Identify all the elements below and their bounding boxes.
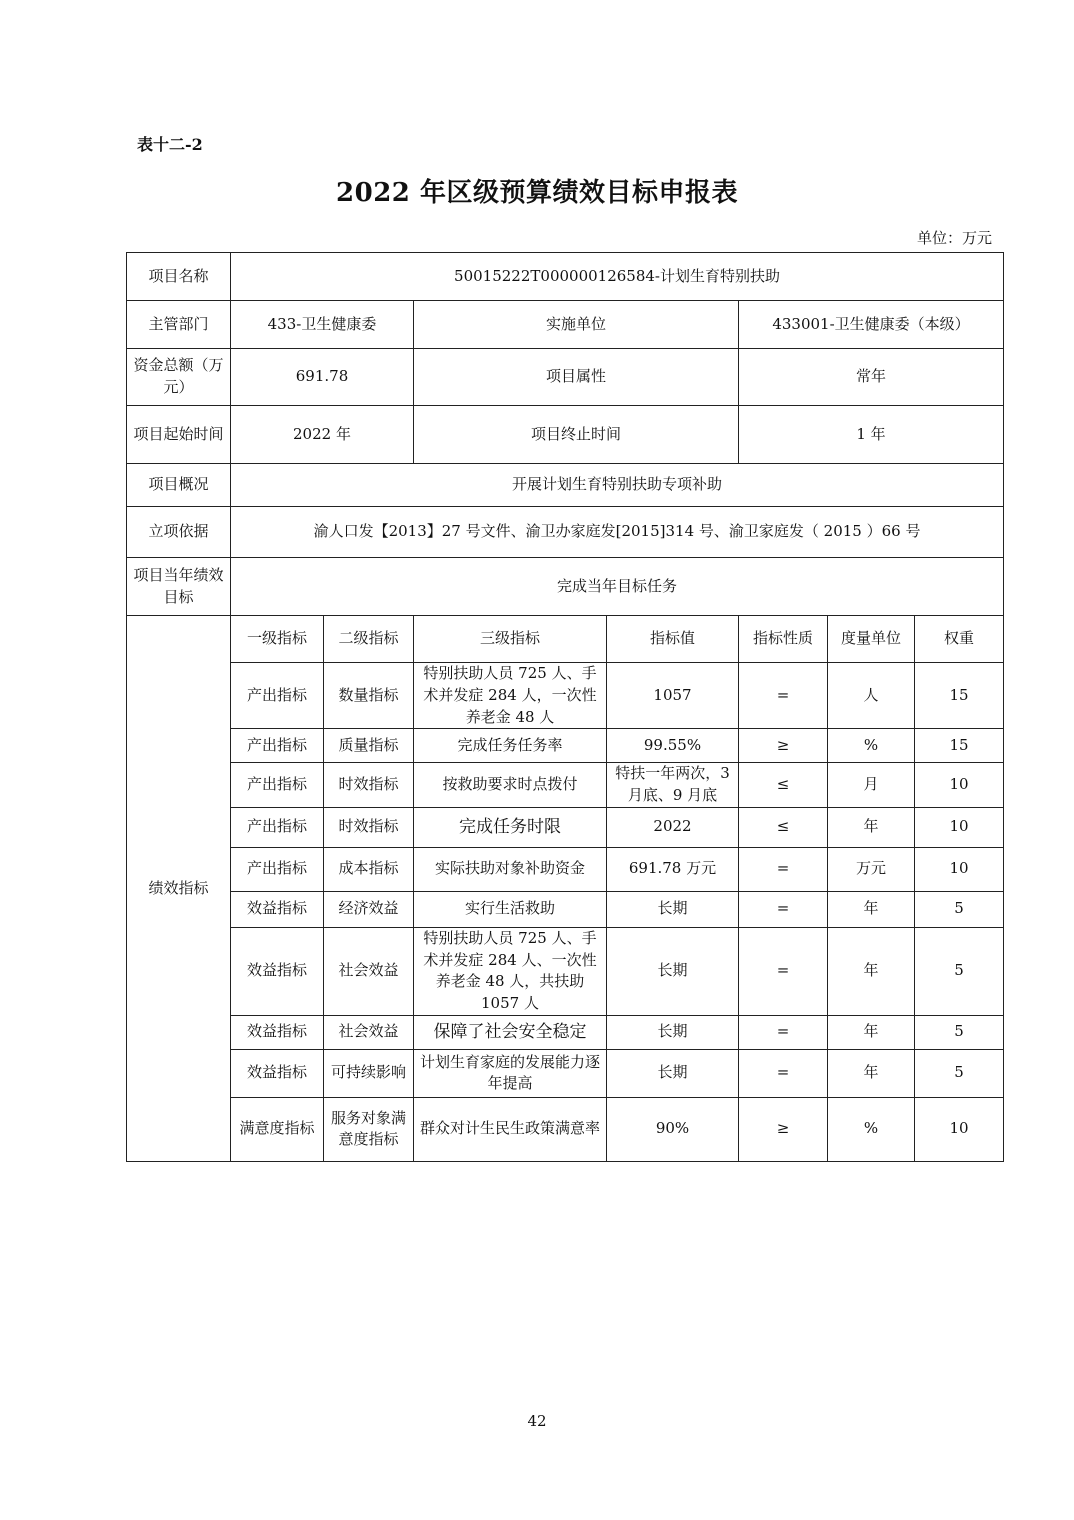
cell-weight: 5	[915, 891, 1004, 927]
cell-level3: 保障了社会安全稳定	[414, 1015, 607, 1049]
table-row	[127, 663, 1004, 729]
table-row	[127, 763, 1004, 808]
header-value: 指标值	[607, 616, 739, 663]
cell-value: 长期	[607, 1049, 739, 1097]
header-weight: 权重	[915, 616, 1004, 663]
row-project-name	[127, 253, 1004, 301]
fund-value: 691.78	[231, 349, 414, 406]
table-row	[127, 891, 1004, 927]
cell-nature: ≤	[739, 763, 828, 808]
cell-nature: =	[739, 663, 828, 729]
table-row	[127, 1015, 1004, 1049]
table-row	[127, 807, 1004, 847]
dept-value: 433-卫生健康委	[231, 301, 414, 349]
impl-label: 实施单位	[414, 301, 739, 349]
cell-value: 长期	[607, 1015, 739, 1049]
cell-value: 长期	[607, 927, 739, 1015]
cell-level1: 产出指标	[231, 763, 324, 808]
cell-level3: 特别扶助人员 725 人、手术并发症 284 人、一次性养老金 48 人，共扶助 1057 人	[414, 927, 607, 1015]
cell-level2: 质量指标	[324, 729, 414, 763]
goal-label: 项目当年绩效目标	[127, 558, 231, 616]
cell-unit: 年	[828, 1015, 915, 1049]
cell-nature: =	[739, 927, 828, 1015]
row-basis	[127, 507, 1004, 558]
cell-level2: 数量指标	[324, 663, 414, 729]
cell-level3: 实际扶助对象补助资金	[414, 847, 607, 891]
cell-unit: 人	[828, 663, 915, 729]
cell-value: 2022	[607, 807, 739, 847]
fund-label: 资金总额（万元）	[127, 349, 231, 406]
cell-nature: ≥	[739, 1097, 828, 1161]
cell-nature: =	[739, 891, 828, 927]
table-row	[127, 729, 1004, 763]
cell-level1: 满意度指标	[231, 1097, 324, 1161]
overview-value: 开展计划生育特别扶助专项补助	[231, 464, 1004, 507]
cell-level3: 完成任务任务率	[414, 729, 607, 763]
cell-level2: 经济效益	[324, 891, 414, 927]
end-value: 1 年	[739, 406, 1004, 464]
cell-level1: 效益指标	[231, 1015, 324, 1049]
cell-level1: 产出指标	[231, 807, 324, 847]
cell-level3: 按救助要求时点拨付	[414, 763, 607, 808]
cell-unit: 年	[828, 927, 915, 1015]
cell-value: 99.55%	[607, 729, 739, 763]
end-label: 项目终止时间	[414, 406, 739, 464]
cell-level2: 社会效益	[324, 927, 414, 1015]
unit-note: 单位：万元	[916, 229, 992, 247]
cell-level3: 计划生育家庭的发展能力逐年提高	[414, 1049, 607, 1097]
cell-level3: 群众对计生民生政策满意率	[414, 1097, 607, 1161]
cell-unit: 月	[828, 763, 915, 808]
row-department	[127, 301, 1004, 349]
cell-value: 1057	[607, 663, 739, 729]
table-row	[127, 927, 1004, 1015]
cell-weight: 15	[915, 729, 1004, 763]
header-nature: 指标性质	[739, 616, 828, 663]
cell-level3: 特别扶助人员 725 人、手术并发症 284 人，一次性养老金 48 人	[414, 663, 607, 729]
header-level2: 二级指标	[324, 616, 414, 663]
cell-nature: =	[739, 847, 828, 891]
cell-level2: 成本指标	[324, 847, 414, 891]
cell-level2: 服务对象满意度指标	[324, 1097, 414, 1161]
cell-level1: 产出指标	[231, 847, 324, 891]
cell-weight: 10	[915, 847, 1004, 891]
cell-unit: 年	[828, 891, 915, 927]
cell-level1: 效益指标	[231, 927, 324, 1015]
header-level3: 三级指标	[414, 616, 607, 663]
table-row	[127, 1049, 1004, 1097]
cell-nature: ≤	[739, 807, 828, 847]
basis-label: 立项依据	[127, 507, 231, 558]
project-name-value: 50015222T000000126584-计划生育特别扶助	[231, 253, 1004, 301]
perf-header-row	[127, 616, 1004, 663]
header-level1: 一级指标	[231, 616, 324, 663]
start-label: 项目起始时间	[127, 406, 231, 464]
cell-unit: 年	[828, 1049, 915, 1097]
cell-unit: %	[828, 1097, 915, 1161]
dept-label: 主管部门	[127, 301, 231, 349]
row-overview	[127, 464, 1004, 507]
cell-level2: 时效指标	[324, 807, 414, 847]
row-goal	[127, 558, 1004, 616]
cell-weight: 10	[915, 763, 1004, 808]
goal-value: 完成当年目标任务	[231, 558, 1004, 616]
basis-value: 渝人口发【2013】27 号文件、渝卫办家庭发[2015]314 号、渝卫家庭发（ 2015 ）66 号	[231, 507, 1004, 558]
cell-level2: 社会效益	[324, 1015, 414, 1049]
perf-label: 绩效指标	[127, 616, 231, 1162]
cell-value: 特扶一年两次，3 月底、9 月底	[607, 763, 739, 808]
page-title: 2022 年区级预算绩效目标申报表	[336, 178, 738, 208]
cell-weight: 15	[915, 663, 1004, 729]
cell-nature: =	[739, 1049, 828, 1097]
cell-level1: 效益指标	[231, 1049, 324, 1097]
cell-weight: 10	[915, 807, 1004, 847]
attr-label: 项目属性	[414, 349, 739, 406]
cell-level2: 可持续影响	[324, 1049, 414, 1097]
table-number-label: 表十二-2	[137, 135, 203, 154]
cell-unit: 万元	[828, 847, 915, 891]
table-row	[127, 1097, 1004, 1161]
cell-weight: 10	[915, 1097, 1004, 1161]
start-value: 2022 年	[231, 406, 414, 464]
project-name-label: 项目名称	[127, 253, 231, 301]
page-number: 42	[527, 1412, 547, 1430]
cell-level2: 时效指标	[324, 763, 414, 808]
cell-level1: 效益指标	[231, 891, 324, 927]
impl-value: 433001-卫生健康委（本级）	[739, 301, 1004, 349]
cell-nature: =	[739, 1015, 828, 1049]
cell-weight: 5	[915, 1049, 1004, 1097]
cell-nature: ≥	[739, 729, 828, 763]
budget-performance-table	[126, 252, 1004, 1162]
cell-unit: 年	[828, 807, 915, 847]
cell-unit: %	[828, 729, 915, 763]
row-fund	[127, 349, 1004, 406]
header-unit: 度量单位	[828, 616, 915, 663]
cell-value: 691.78 万元	[607, 847, 739, 891]
table-row	[127, 847, 1004, 891]
overview-label: 项目概况	[127, 464, 231, 507]
attr-value: 常年	[739, 349, 1004, 406]
cell-weight: 5	[915, 1015, 1004, 1049]
cell-value: 长期	[607, 891, 739, 927]
cell-weight: 5	[915, 927, 1004, 1015]
cell-level3: 完成任务时限	[414, 807, 607, 847]
cell-level3: 实行生活救助	[414, 891, 607, 927]
row-time	[127, 406, 1004, 464]
cell-level1: 产出指标	[231, 729, 324, 763]
cell-value: 90%	[607, 1097, 739, 1161]
cell-level1: 产出指标	[231, 663, 324, 729]
